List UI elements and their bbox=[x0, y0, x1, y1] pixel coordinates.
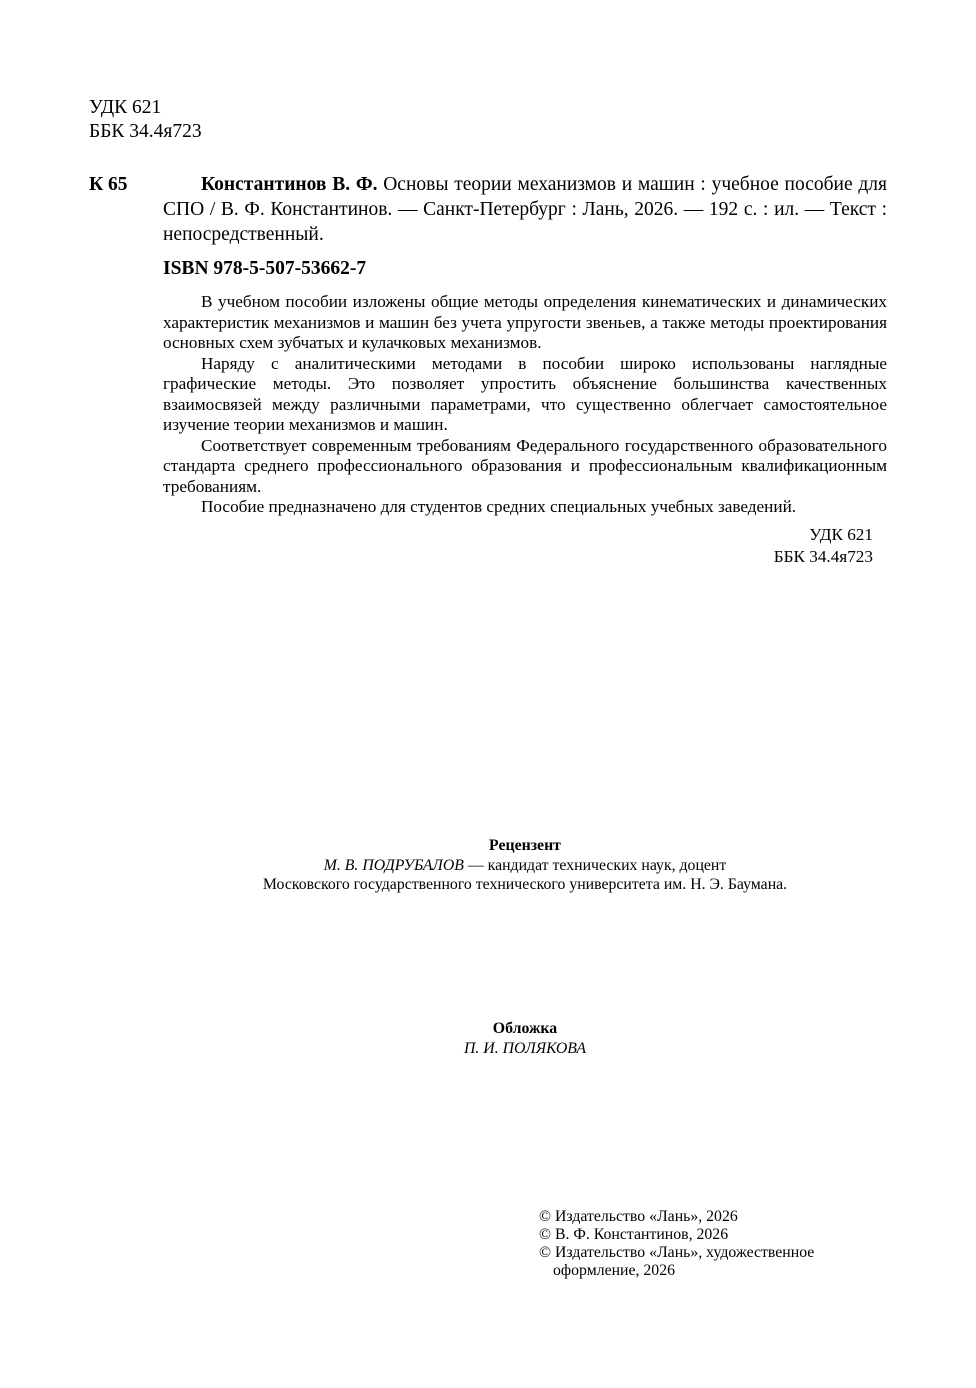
copyright-line: © В. Ф. Константинов, 2026 bbox=[539, 1226, 729, 1243]
copyright-line: оформление, 2026 bbox=[553, 1262, 675, 1279]
cover-designer: П. И. ПОЛЯКОВА bbox=[464, 1039, 586, 1057]
cover-block bbox=[163, 1019, 887, 1058]
author-name: Константинов В. Ф. bbox=[201, 174, 378, 195]
udk-code: УДК 621 bbox=[809, 525, 873, 544]
reviewer-affiliation: Московского государственного технического университета им. Н. Э. Баумана. bbox=[262, 876, 788, 893]
copyright-line: © Издательство «Лань», 2026 bbox=[539, 1208, 738, 1225]
bibliographic-description: Основы теории механизмов и машин : учебное пособие для СПО / В. Ф. Константинов. — Санкт-Петербург : Лань, 2026. — 192 с. : ил. — Текст : непосредственный. bbox=[163, 174, 887, 245]
reviewer-line bbox=[163, 856, 887, 876]
abstract bbox=[163, 292, 887, 518]
abstract-paragraph: Наряду с аналитическими методами в пособии широко использованы наглядные графические методы. Это позволяет упростить объяснение большинства качественных взаимосвязей между различными параметрами, что существенно облегчает самостоятельное изучение теории механизмов и машин. bbox=[163, 353, 887, 434]
udk-code: УДК 621 bbox=[89, 97, 162, 118]
reviewer-heading: Рецензент bbox=[489, 837, 561, 854]
cover-heading: Обложка bbox=[492, 1020, 558, 1037]
abstract-paragraph: В учебном пособии изложены общие методы определения кинематических и динамических характеристик механизмов и машин без учета упругости звеньев, а также методы проектирования основных схем зубчатых и кулачковых механизмов. bbox=[163, 292, 887, 352]
reviewer-name: М. В. ПОДРУБАЛОВ bbox=[323, 856, 464, 874]
isbn: ISBN 978-5-507-53662-7 bbox=[163, 258, 367, 279]
reviewer-block bbox=[163, 836, 887, 895]
bbk-code: ББК 34.4я723 bbox=[89, 121, 202, 142]
bbk-code: ББК 34.4я723 bbox=[773, 546, 873, 566]
abstract-paragraph: Соответствует современным требованиям Федерального государственного образовательного стандарта среднего профессионального образования и профессиональным квалификационным требованиям. bbox=[163, 435, 887, 496]
abstract-paragraph: Пособие предназначено для студентов средних специальных учебных заведений. bbox=[201, 497, 797, 516]
copyright-block bbox=[539, 1208, 879, 1280]
copyright-line: © Издательство «Лань», художественное bbox=[539, 1244, 815, 1261]
author-mark: К 65 bbox=[89, 174, 128, 195]
reviewer-title: — кандидат технических наук, доцент bbox=[463, 856, 727, 874]
classification-top bbox=[89, 96, 202, 144]
bibliographic-record bbox=[163, 172, 887, 247]
classification-bottom bbox=[700, 524, 873, 567]
